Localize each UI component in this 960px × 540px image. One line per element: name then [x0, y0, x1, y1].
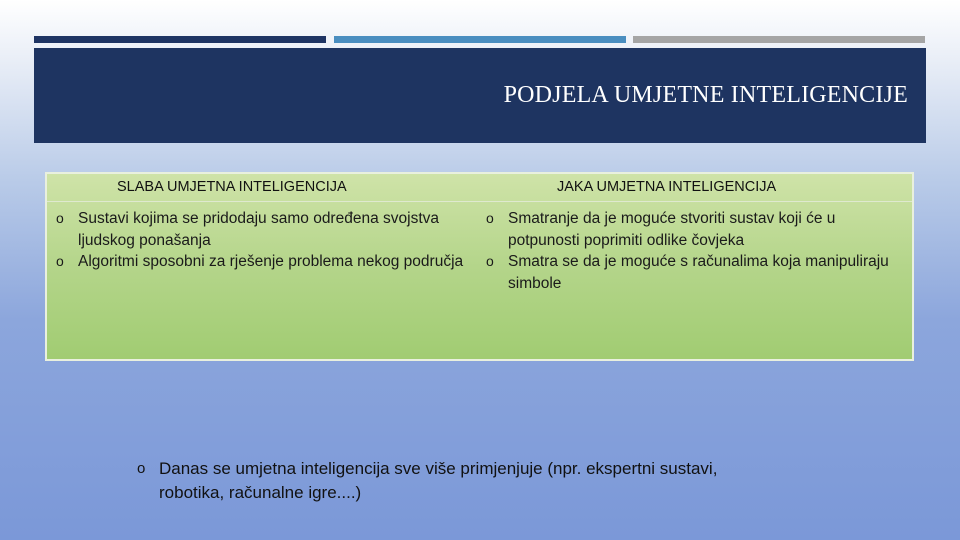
bullet-icon: o — [56, 210, 64, 226]
bottom-note — [137, 457, 777, 505]
title-band — [34, 48, 926, 143]
bottom-note-text: Danas se umjetna inteligencija sve više primjenjuje (npr. ekspertni sustavi, robotika, računalne igre....) — [159, 459, 718, 502]
strong-ai-column — [486, 208, 911, 294]
bullet-icon: o — [137, 460, 146, 477]
list-item — [486, 208, 911, 251]
weak-ai-header: SLABA UMJETNA INTELIGENCIJA — [117, 179, 347, 195]
accent-bar-gray — [633, 36, 925, 43]
bullet-icon: o — [486, 253, 494, 269]
list-item — [56, 208, 476, 251]
list-item-text: Smatranje da je moguće stvoriti sustav koji će u potpunosti poprimiti odlike čovjeka — [508, 210, 836, 249]
bullet-icon: o — [486, 210, 494, 226]
table-header-row — [47, 174, 912, 202]
accent-bar-blue — [334, 36, 626, 43]
strong-ai-header: JAKA UMJETNA INTELIGENCIJA — [557, 179, 777, 195]
comparison-table — [45, 172, 914, 361]
weak-ai-column — [56, 208, 476, 273]
list-item-text: Smatra se da je moguće s računalima koja manipuliraju simbole — [508, 253, 889, 292]
list-item — [486, 251, 911, 294]
bottom-note-item — [137, 457, 777, 505]
list-item — [56, 251, 476, 273]
list-item-text: Algoritmi sposobni za rješenje problema nekog područja — [78, 253, 464, 270]
bullet-icon: o — [56, 253, 64, 269]
list-item-text: Sustavi kojima se pridodaju samo određena svojstva ljudskog ponašanja — [78, 210, 439, 249]
slide-title: PODJELA UMJETNE INTELIGENCIJE — [503, 82, 908, 108]
accent-bar-navy — [34, 36, 326, 43]
